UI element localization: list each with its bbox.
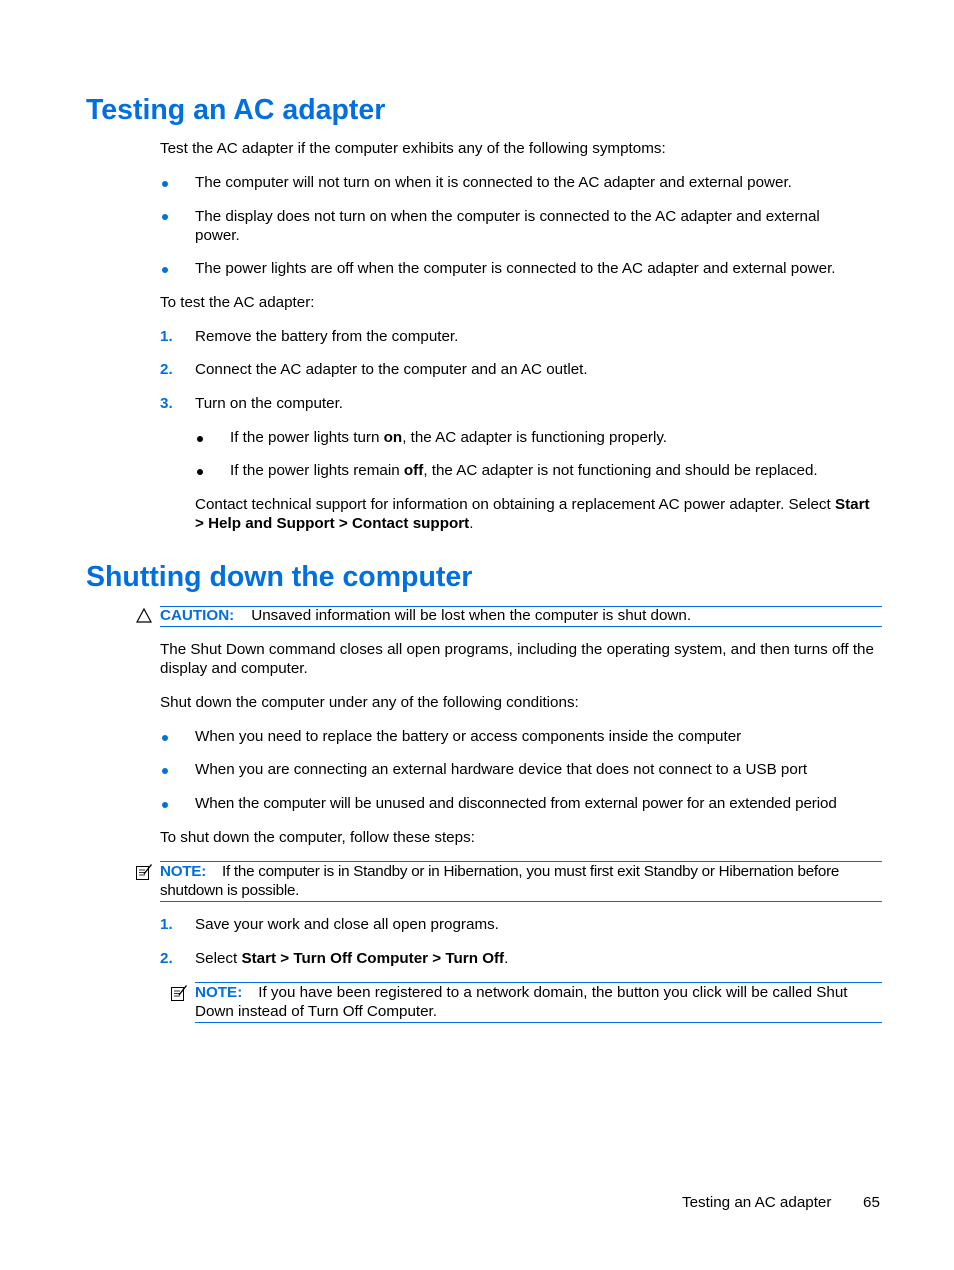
sub-item-lights-on: If the power lights turn on, the AC adapter is functioning properly. [230, 429, 668, 446]
contact-support-text: Contact technical support for information on obtaining a replacement AC power adapter. Select Start > Help and Support > Contact support. [195, 496, 870, 532]
caution-text: CAUTION: Unsaved information will be lost when the computer is shut down. [160, 607, 692, 624]
symptom-item: The computer will not turn on when it is connected to the AC adapter and external power. [195, 174, 792, 191]
footer-page-number: 65 [863, 1194, 880, 1211]
step-number: 1. [160, 328, 173, 345]
step-text: Remove the battery from the computer. [195, 328, 459, 345]
bullet-dot-icon [197, 436, 203, 442]
caution-bottom-rule [160, 626, 882, 627]
bullet-dot-icon [162, 214, 168, 220]
bullet-dot-icon [162, 802, 168, 808]
step-number: 3. [160, 395, 173, 412]
bullet-dot-icon [162, 267, 168, 273]
symptom-item: The power lights are off when the computer is connected to the AC adapter and external power. [195, 260, 836, 277]
steps-intro: To test the AC adapter: [160, 294, 315, 311]
step-text: Save your work and close all open programs. [195, 916, 499, 933]
step-text: Connect the AC adapter to the computer and an AC outlet. [195, 361, 588, 378]
step-number: 2. [160, 950, 173, 967]
footer-section-title: Testing an AC adapter [682, 1194, 832, 1211]
intro-text: Test the AC adapter if the computer exhibits any of the following symptoms: [160, 140, 666, 157]
note1-bottom-rule [160, 901, 882, 902]
step-number: 1. [160, 916, 173, 933]
step-number: 2. [160, 361, 173, 378]
heading-testing-ac-adapter: Testing an AC adapter [86, 94, 386, 126]
condition-item: When you need to replace the battery or access components inside the computer [195, 728, 742, 745]
bullet-dot-icon [162, 768, 168, 774]
sub-item-lights-off: If the power lights remain off, the AC adapter is not functioning and should be replaced. [230, 462, 818, 479]
bullet-dot-icon [162, 181, 168, 187]
note2-text: NOTE: If you have been registered to a network domain, the button you click will be called Shut Down instead of Turn Off Computer. [195, 984, 848, 1020]
caution-triangle-icon [136, 608, 152, 623]
note-pad-icon [170, 984, 188, 1002]
shutdown-description: The Shut Down command closes all open programs, including the operating system, and then turns off the display and computer. [160, 641, 874, 677]
symptom-item: The display does not turn on when the computer is connected to the AC adapter and external power. [195, 208, 820, 244]
conditions-intro: Shut down the computer under any of the following conditions: [160, 694, 579, 711]
heading-shutting-down: Shutting down the computer [86, 561, 473, 593]
step-text: Turn on the computer. [195, 395, 344, 412]
bullet-dot-icon [197, 469, 203, 475]
step-text: Select Start > Turn Off Computer > Turn Off. [195, 950, 509, 967]
bullet-dot-icon [162, 735, 168, 741]
note-pad-icon [135, 863, 153, 881]
note2-bottom-rule [195, 1022, 882, 1023]
shutdown-steps-intro: To shut down the computer, follow these steps: [160, 829, 475, 846]
condition-item: When the computer will be unused and disconnected from external power for an extended period [195, 795, 837, 812]
note1-text: NOTE: If the computer is in Standby or in Hibernation, you must first exit Standby or Hibernation before shutdown is possible. [160, 863, 840, 899]
condition-item: When you are connecting an external hardware device that does not connect to a USB port [195, 761, 808, 778]
